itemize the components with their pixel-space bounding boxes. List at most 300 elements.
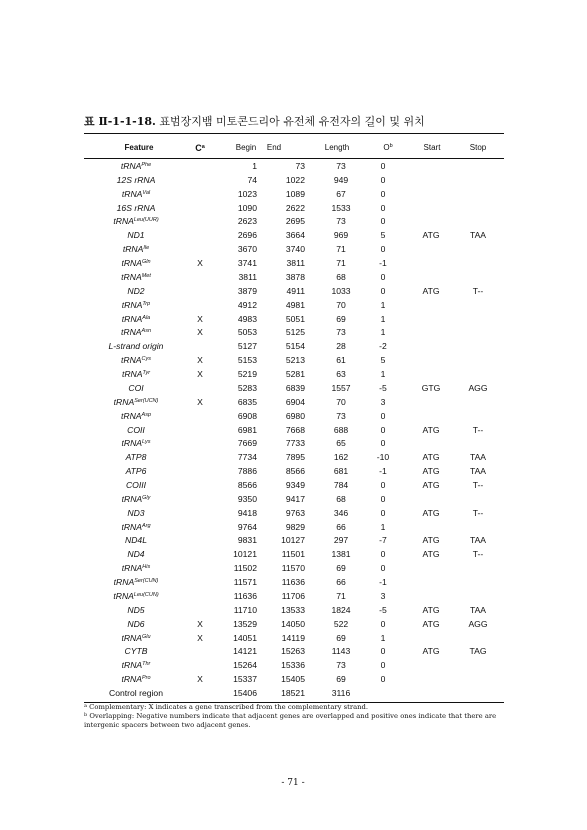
feature-name: L-strand origin	[108, 341, 164, 352]
cell-begin: 11636	[233, 590, 257, 601]
cell-stop-codon: TAA	[469, 535, 487, 546]
feature-name: ND1	[127, 230, 145, 241]
feature-name: ND5	[127, 604, 145, 615]
footnote-a-text: Complementary: X indicates a gene transcribed from the complementary strand.	[86, 703, 369, 711]
cell-begin: 6981	[237, 424, 257, 435]
cell-stop-codon: AGG	[468, 618, 488, 629]
cell-overlap: -5	[379, 604, 387, 615]
cell-end: 4981	[285, 299, 305, 310]
cell-length: 73	[336, 660, 346, 671]
cell-begin: 3670	[237, 244, 257, 255]
feature-amino-acid: Lys	[142, 439, 151, 446]
feature-name: ND3	[127, 507, 145, 518]
cell-end: 8566	[285, 466, 305, 477]
cell-begin: 8566	[237, 479, 257, 490]
feature-name: ND6	[127, 618, 145, 629]
cell-overlap: -1	[379, 466, 387, 477]
feature-amino-acid: Trp	[142, 300, 151, 307]
cell-length: 71	[336, 244, 346, 255]
feature-name: tRNA	[121, 369, 143, 380]
cell-overlap: 0	[380, 674, 386, 685]
feature-amino-acid: Gly	[142, 494, 151, 501]
feature-name: tRNA	[121, 438, 143, 449]
cell-begin: 7669	[237, 438, 257, 449]
cell-end: 9417	[285, 493, 305, 504]
feature-name: tRNA	[121, 271, 142, 282]
cell-feature	[86, 244, 186, 254]
cell-start-codon: GTG	[421, 382, 441, 393]
cell-start-codon: ATG	[422, 549, 440, 560]
cell-stop-codon: TAA	[469, 604, 487, 615]
cell-feature	[86, 549, 186, 559]
feature-name: 12S rRNA	[116, 174, 156, 185]
cell-overlap: 0	[380, 493, 386, 504]
table-caption-text: 표범장지뱀 미토콘드리아 유전체 유전자의 길이 및 위치	[155, 115, 425, 128]
cell-overlap: -2	[379, 341, 387, 352]
cell-overlap: 0	[380, 161, 386, 171]
cell-stop-codon: TAA	[469, 452, 487, 463]
cell-complementary: X	[197, 618, 203, 629]
cell-complementary: X	[197, 674, 203, 685]
header-stop: Stop	[469, 143, 487, 152]
cell-length: 69	[336, 563, 346, 574]
cell-feature	[86, 369, 186, 379]
feature-name: tRNA	[113, 590, 134, 601]
cell-complementary: X	[197, 396, 203, 407]
feature-name: Control region	[109, 688, 163, 698]
feature-name: COI	[128, 382, 144, 393]
cell-feature	[86, 452, 186, 462]
cell-end: 9349	[285, 479, 305, 490]
header-overlapping-label: O	[383, 143, 390, 152]
cell-length: 1824	[331, 604, 351, 615]
cell-length: 1381	[331, 549, 351, 560]
cell-stop-codon: AGG	[468, 382, 488, 393]
cell-complementary: X	[197, 313, 203, 324]
feature-amino-acid: Phe	[141, 162, 152, 168]
cell-begin: 3741	[237, 258, 257, 269]
cell-begin: 14051	[233, 632, 257, 643]
cell-length: 68	[336, 271, 346, 282]
feature-name: CYTB	[124, 646, 148, 657]
cell-end: 3740	[285, 244, 305, 255]
cell-begin: 7886	[237, 466, 257, 477]
feature-amino-acid: Ser(CUN)	[134, 578, 159, 585]
cell-overlap: 0	[380, 202, 386, 213]
cell-begin: 5219	[237, 369, 257, 380]
cell-start-codon: ATG	[422, 230, 440, 241]
feature-amino-acid: Ile	[143, 245, 150, 252]
feature-name: tRNA	[121, 313, 143, 324]
cell-length: 1557	[331, 382, 351, 393]
feature-amino-acid: Leu(UUR)	[133, 217, 159, 224]
footnote-b-text: Overlapping: Negative numbers indicate that adjacent genes are overlapped and positive ones indicate that there are intergenic spacers between two adjacent genes.	[84, 712, 497, 729]
cell-feature	[86, 480, 186, 490]
cell-end: 7668	[285, 424, 305, 435]
cell-begin: 5283	[237, 382, 257, 393]
cell-feature	[86, 216, 186, 226]
cell-start-codon: ATG	[422, 507, 440, 518]
cell-end: 2695	[285, 216, 305, 227]
cell-length: 522	[333, 618, 349, 629]
cell-end: 7895	[285, 452, 305, 463]
feature-name: tRNA	[121, 299, 143, 310]
cell-overlap: 1	[380, 632, 386, 643]
cell-feature	[86, 577, 186, 587]
cell-begin: 15337	[233, 674, 257, 685]
cell-overlap: 1	[380, 313, 386, 324]
cell-length: 784	[333, 479, 349, 490]
cell-begin: 7734	[237, 452, 257, 463]
cell-overlap: 3	[380, 590, 386, 601]
header-overlapping-mark: b	[389, 143, 393, 149]
cell-stop-codon: TAA	[469, 466, 487, 477]
feature-name: tRNA	[121, 521, 142, 532]
feature-name: tRNA	[113, 577, 135, 588]
feature-amino-acid: Ala	[142, 314, 151, 321]
feature-amino-acid: Val	[142, 189, 151, 196]
cell-complementary: X	[197, 355, 203, 366]
cell-begin: 9350	[237, 493, 257, 504]
cell-begin: 2696	[237, 230, 257, 241]
cell-begin: 4983	[237, 313, 257, 324]
cell-complementary: X	[197, 369, 203, 380]
cell-feature	[86, 508, 186, 518]
footnote-overlapping	[84, 712, 514, 730]
cell-begin: 11710	[233, 604, 257, 615]
cell-overlap: -7	[379, 535, 387, 546]
cell-end: 2622	[285, 202, 305, 213]
feature-amino-acid: Met	[141, 272, 151, 279]
feature-name: tRNA	[121, 258, 142, 269]
cell-overlap: 0	[380, 660, 386, 671]
cell-start-codon: ATG	[422, 646, 440, 657]
feature-name: tRNA	[121, 660, 143, 671]
cell-overlap: 0	[380, 410, 386, 421]
cell-overlap: 0	[380, 438, 386, 449]
cell-length: 1533	[331, 202, 351, 213]
cell-feature	[86, 230, 186, 240]
feature-name: ND4L	[125, 535, 147, 546]
cell-feature	[86, 605, 186, 615]
feature-name: tRNA	[122, 244, 144, 255]
footnote-complementary	[84, 703, 514, 712]
cell-end: 5051	[285, 313, 305, 324]
cell-end: 9763	[285, 507, 305, 518]
feature-name: ND4	[127, 549, 145, 560]
cell-feature	[86, 674, 186, 684]
cell-feature	[86, 563, 186, 573]
cell-overlap: -1	[379, 577, 387, 588]
feature-amino-acid: Leu(CUN)	[133, 591, 159, 598]
cell-start-codon: ATG	[422, 604, 440, 615]
feature-name: tRNA	[120, 355, 142, 366]
feature-name: tRNA	[120, 161, 142, 171]
feature-amino-acid: Gln	[141, 259, 151, 266]
feature-amino-acid: Cys	[141, 356, 152, 363]
feature-name: COIII	[125, 479, 147, 490]
cell-feature	[86, 189, 186, 199]
feature-name: tRNA	[113, 216, 134, 227]
cell-begin: 2623	[237, 216, 257, 227]
cell-complementary: X	[197, 632, 203, 643]
cell-start-codon: ATG	[422, 285, 440, 296]
cell-end: 14119	[281, 632, 305, 643]
cell-end: 13533	[281, 604, 305, 615]
cell-overlap: 1	[380, 521, 386, 532]
cell-length: 69	[336, 632, 346, 643]
cell-length: 63	[336, 369, 346, 380]
cell-stop-codon: T--	[472, 549, 484, 560]
cell-overlap: 0	[380, 646, 386, 657]
cell-length: 162	[333, 452, 349, 463]
feature-amino-acid: His	[142, 564, 151, 571]
cell-feature	[86, 272, 186, 282]
cell-overlap: 0	[380, 563, 386, 574]
header-feature: Feature	[124, 143, 154, 152]
cell-end: 5281	[285, 369, 305, 380]
cell-length: 61	[336, 355, 346, 366]
feature-name: tRNA	[121, 632, 142, 643]
cell-feature	[86, 494, 186, 504]
cell-end: 14050	[281, 618, 305, 629]
cell-length: 73	[336, 327, 346, 338]
cell-overlap: 5	[380, 355, 386, 366]
cell-begin: 74	[247, 174, 257, 185]
cell-length: 28	[336, 341, 346, 352]
cell-overlap: 0	[380, 507, 386, 518]
cell-begin: 1023	[237, 188, 257, 199]
feature-name: COII	[127, 424, 145, 435]
cell-feature	[86, 411, 186, 421]
cell-end: 15336	[281, 660, 305, 671]
feature-name: ATP8	[125, 452, 147, 463]
cell-begin: 9764	[237, 521, 257, 532]
cell-feature	[86, 203, 186, 213]
cell-feature	[86, 258, 186, 268]
cell-feature	[86, 300, 186, 310]
cell-end: 73	[295, 161, 305, 171]
feature-name: 16S rRNA	[116, 202, 156, 213]
cell-feature	[86, 646, 186, 656]
cell-begin: 4912	[237, 299, 257, 310]
cell-overlap: 1	[380, 369, 386, 380]
feature-name: ND2	[127, 285, 145, 296]
cell-end: 15405	[281, 674, 305, 685]
cell-stop-codon: T--	[472, 424, 484, 435]
cell-overlap: -10	[376, 452, 390, 463]
cell-length: 969	[333, 230, 349, 241]
cell-feature	[86, 161, 186, 171]
cell-overlap: 0	[380, 188, 386, 199]
cell-begin: 15264	[233, 660, 257, 671]
cell-feature	[86, 688, 186, 698]
cell-end: 11570	[281, 563, 305, 574]
cell-overlap: 1	[380, 327, 386, 338]
cell-start-codon: ATG	[422, 618, 440, 629]
cell-feature	[86, 438, 186, 448]
cell-length: 688	[333, 424, 349, 435]
cell-begin: 5053	[237, 327, 257, 338]
cell-start-codon: ATG	[422, 452, 440, 463]
cell-feature	[86, 286, 186, 296]
cell-begin: 3811	[238, 271, 257, 282]
feature-name: tRNA	[121, 493, 143, 504]
cell-end: 3811	[286, 258, 305, 269]
cell-length: 1143	[331, 646, 351, 657]
cell-overlap: 5	[380, 230, 386, 241]
feature-name: ATP6	[125, 466, 147, 477]
cell-stop-codon: T--	[472, 285, 484, 296]
cell-length: 71	[336, 590, 346, 601]
cell-end: 11501	[281, 549, 305, 560]
cell-feature	[86, 466, 186, 476]
cell-begin: 14121	[233, 646, 257, 657]
feature-amino-acid: Tyr	[142, 370, 151, 377]
cell-feature	[86, 383, 186, 393]
cell-begin: 3879	[237, 285, 257, 296]
header-length: Length	[324, 143, 350, 152]
cell-begin: 5153	[237, 355, 257, 366]
cell-feature	[86, 341, 186, 351]
cell-end: 9829	[285, 521, 305, 532]
cell-overlap: 0	[380, 216, 386, 227]
cell-overlap: 0	[380, 479, 386, 490]
cell-start-codon: ATG	[422, 424, 440, 435]
feature-name: tRNA	[120, 410, 142, 421]
cell-overlap: 0	[380, 618, 386, 629]
feature-amino-acid: Ser(UCN)	[134, 397, 159, 404]
cell-end: 7733	[285, 438, 305, 449]
cell-begin: 9418	[237, 507, 257, 518]
header-complementary-label: C	[195, 143, 202, 153]
cell-begin: 13529	[233, 618, 257, 629]
cell-end: 3664	[285, 230, 305, 241]
cell-length: 67	[336, 188, 346, 199]
header-start: Start	[423, 143, 441, 152]
cell-stop-codon: T--	[472, 507, 484, 518]
cell-end: 6904	[285, 396, 305, 407]
cell-complementary: X	[197, 258, 203, 269]
cell-feature	[86, 397, 186, 407]
cell-end: 15263	[281, 646, 305, 657]
cell-end: 6839	[285, 382, 305, 393]
cell-length: 73	[336, 216, 346, 227]
cell-feature	[86, 535, 186, 545]
cell-end: 4911	[286, 285, 305, 296]
cell-begin: 10121	[233, 549, 257, 560]
cell-end: 5125	[285, 327, 305, 338]
cell-begin: 9831	[237, 535, 257, 546]
cell-begin: 1090	[237, 202, 257, 213]
cell-begin: 6835	[237, 396, 257, 407]
cell-start-codon: ATG	[422, 535, 440, 546]
cell-feature	[86, 522, 186, 532]
cell-overlap: 0	[380, 549, 386, 560]
cell-overlap: -1	[379, 258, 387, 269]
cell-feature	[86, 660, 186, 670]
cell-end: 1089	[285, 188, 305, 199]
cell-length: 70	[336, 299, 346, 310]
cell-feature	[86, 175, 186, 185]
cell-complementary: X	[197, 327, 203, 338]
cell-feature	[86, 355, 186, 365]
cell-start-codon: ATG	[422, 479, 440, 490]
feature-amino-acid: Thr	[142, 661, 151, 668]
cell-length: 69	[336, 674, 346, 685]
cell-length: 71	[336, 258, 346, 269]
cell-begin: 11502	[233, 563, 257, 574]
cell-length: 949	[333, 174, 349, 185]
cell-end: 11636	[281, 577, 305, 588]
cell-length: 297	[333, 535, 349, 546]
feature-name: tRNA	[121, 563, 143, 574]
cell-length: 70	[336, 396, 346, 407]
feature-name: tRNA	[121, 674, 142, 685]
cell-end: 11706	[281, 590, 305, 601]
cell-length: 66	[336, 577, 346, 588]
cell-start-codon: ATG	[422, 466, 440, 477]
cell-overlap: 0	[380, 271, 386, 282]
feature-name: tRNA	[121, 188, 143, 199]
cell-feature	[86, 591, 186, 601]
cell-end: 3878	[285, 271, 305, 282]
feature-amino-acid: Arg	[141, 522, 151, 529]
cell-begin: 5127	[237, 341, 257, 352]
cell-length: 69	[336, 313, 346, 324]
cell-feature	[86, 633, 186, 643]
cell-end: 18521	[281, 688, 305, 698]
cell-feature	[86, 327, 186, 337]
cell-length: 68	[336, 493, 346, 504]
cell-overlap: 0	[380, 285, 386, 296]
cell-length: 346	[333, 507, 349, 518]
header-complementary-mark: a	[201, 144, 205, 150]
cell-end: 5213	[285, 355, 305, 366]
feature-amino-acid: Asn	[141, 328, 152, 335]
cell-begin: 1	[252, 161, 257, 171]
cell-begin: 6908	[237, 410, 257, 421]
cell-end: 5154	[285, 341, 305, 352]
cell-length: 3116	[331, 688, 351, 698]
footnote-b-mark: b	[84, 712, 88, 718]
cell-stop-codon: TAG	[469, 646, 487, 657]
cell-begin: 15406	[233, 688, 257, 698]
cell-overlap: 1	[380, 299, 386, 310]
cell-length: 681	[333, 466, 349, 477]
cell-stop-codon: TAA	[469, 230, 487, 241]
cell-end: 6980	[285, 410, 305, 421]
table-caption-label: 표 Ⅱ-1-1-18.	[84, 115, 156, 128]
cell-feature	[86, 314, 186, 324]
cell-stop-codon: T--	[472, 479, 484, 490]
cell-length: 65	[336, 438, 346, 449]
cell-overlap: 3	[380, 396, 386, 407]
footnote-a-mark: a	[84, 703, 87, 709]
feature-name: tRNA	[113, 396, 135, 407]
feature-amino-acid: Glu	[141, 633, 151, 640]
cell-feature	[86, 619, 186, 629]
header-begin: Begin	[235, 143, 257, 152]
cell-feature	[86, 425, 186, 435]
cell-overlap: 0	[380, 424, 386, 435]
cell-end: 10127	[281, 535, 305, 546]
cell-length: 73	[336, 410, 346, 421]
cell-length: 73	[336, 161, 346, 171]
header-end: End	[266, 143, 282, 152]
cell-length: 66	[336, 521, 346, 532]
feature-amino-acid: Pro	[141, 675, 151, 682]
